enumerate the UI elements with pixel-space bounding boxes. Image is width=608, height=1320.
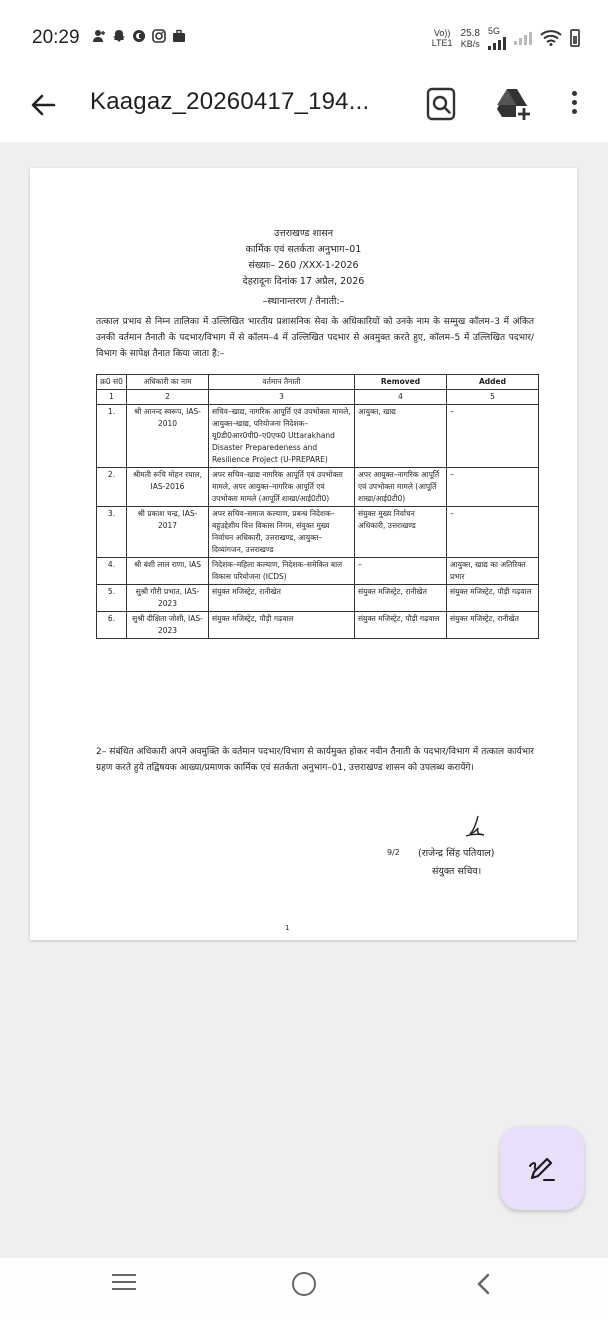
cell-added: आयुक्त, खाद्य का अतिरिक्त प्रभार [447, 558, 539, 585]
column-number: 2 [127, 390, 209, 405]
cell-sno: 4. [97, 558, 127, 585]
column-number: 5 [447, 390, 539, 405]
wifi-icon [540, 30, 562, 46]
cell-sno: 2. [97, 468, 127, 507]
table-row [97, 507, 539, 558]
header-cell: वर्तमान तैनाती [209, 375, 355, 390]
column-number: 1 [97, 390, 127, 405]
cell-sno: 5. [97, 585, 127, 612]
recent-apps-icon[interactable] [112, 1274, 136, 1294]
cell-current: सचिव–खाद्य, नागरिक आपूर्ति एवं उपभोक्ता मामले, आयुक्त–खाद्य, परियोजना निदेशक–यू0डी0आर0पी0–ए0एफ0 Uttarakhand Disaster Preparedeness and Resilience Project (U-PREPARE) [209, 405, 355, 468]
table-row [97, 405, 539, 468]
cell-removed: संयुक्त मजिस्ट्रेट, पौड़ी गढ़वाल [355, 612, 447, 639]
snapchat-icon [112, 29, 126, 43]
system-nav-bar [0, 1258, 608, 1320]
cell-removed: – [355, 558, 447, 585]
cell-name: श्री आनन्द स्वरूप, IAS-2010 [127, 405, 209, 468]
battery-icon [570, 29, 580, 47]
column-number-row [97, 390, 539, 405]
cell-current: संयुक्त मजिस्ट्रेट, पौड़ी गढ़वाल [209, 612, 355, 639]
table-header-row [97, 375, 539, 390]
table-row [97, 612, 539, 639]
cell-name: श्रीमती रूचि मोहन रयाल, IAS-2016 [127, 468, 209, 507]
cell-removed: अपर आयुक्त–नागरिक आपूर्ति एवं उपभोक्ता मामले (आपूर्ति शाखा/आई0टी0) [355, 468, 447, 507]
transfer-table [96, 374, 539, 639]
instagram-icon [152, 29, 166, 43]
doc-header-line1: उत्तराखण्ड शासन [273, 228, 334, 239]
cell-current: अपर सचिव–खाद्य नागरिक आपूर्ति एवं उपभोक्ता मामले, अपर आयुक्त–नागरिक आपूर्ति एवं उपभोक्ता मामले (आपूर्ति शाखा/आई0टी0) [209, 468, 355, 507]
cell-added: संयुक्त मजिस्ट्रेट, पौड़ी गढ़वाल [447, 585, 539, 612]
document-title: Kaagaz_20260417_194... [90, 88, 370, 115]
cell-removed: संयुक्त मुख्य निर्वाचन अधिकारी, उत्तराखण्ड [355, 507, 447, 558]
document-page [30, 168, 577, 940]
column-number: 3 [209, 390, 355, 405]
cell-current: अपर सचिव–समाज कल्याण, प्रबन्ध निदेशक– बहुउद्देशीय वित्त विकास निगम, संयुक्त मुख्य निर्वाचन अधिकारी, उत्तराखण्ड, आयुक्त–दिव्यांगजन, उत्तराखण्ड [209, 507, 355, 558]
doc-header-line5: –स्थानान्तरण / तैनाती:– [262, 296, 345, 307]
doc-paragraph-2: 2– संबंधित अधिकारी अपने अवमुक्ति के वर्तमान पदभार/विभाग से कार्यमुक्त होकर नवीन तैनाती के पदभार/विभाग में तत्काल कार्यभार ग्रहण करते हुये तद्विषयक आख्या/प्रमाणक कार्मिक एवं सतर्कता अनुभाग–01, उत्तराखण्ड शासन को उपलब्ध करायेंगे। [96, 747, 534, 773]
cell-current: संयुक्त मजिस्ट्रेट, रानीखेत [209, 585, 355, 612]
notification-icons [92, 29, 186, 43]
more-vert-icon[interactable] [566, 88, 582, 120]
doc-paragraph-1: तत्काल प्रभाव से निम्न तालिका में उल्लिखित भारतीय प्रशासनिक सेवा के अधिकारियों को उनके नाम के सम्मुख कॉलम–3 में अंकित उनकी वर्तमान तैनाती के पदभार/विभाग में से कॉलम–4 में उल्लिखित पदभार से अवमुक्त करते हुए, कॉलम–5 में उल्लिखित पदभार/विभाग के सापेक्ष तैनात किया जाता है:– [96, 317, 534, 359]
sync-icon [132, 29, 146, 43]
back-nav-icon[interactable] [474, 1272, 494, 1296]
app-bar [0, 78, 608, 142]
document-viewer[interactable] [0, 142, 608, 1258]
signature-date: 9/2 [387, 848, 400, 857]
header-cell: क्र0 सं0 [97, 375, 127, 390]
drive-add-icon[interactable] [494, 86, 532, 122]
cell-added: संयुक्त मजिस्ट्रेट, रानीखेत [447, 612, 539, 639]
cell-sno: 3. [97, 507, 127, 558]
edit-pen-icon [526, 1152, 558, 1184]
doc-header-line4: देहरादूनः दिनांक 17 अप्रैल, 2026 [242, 276, 365, 287]
status-time: 20:29 [32, 27, 80, 48]
status-right [432, 26, 580, 50]
cell-name: सुश्री दीक्षिता जोशी, IAS-2023 [127, 612, 209, 639]
page-number: 1 [285, 924, 290, 932]
cell-current: निदेशक–महिला कल्याण, निदेशक–समेकित बाल विकास परियोजना (ICDS) [209, 558, 355, 585]
status-bar [0, 0, 608, 78]
signature-mark [460, 814, 490, 844]
briefcase-icon [172, 29, 186, 43]
header-cell: Added [447, 375, 539, 390]
person-add-icon [92, 29, 106, 43]
home-icon[interactable] [292, 1272, 316, 1296]
signatory-designation: संयुक्त सचिव। [432, 866, 482, 877]
header-cell: अधिकारी का नाम [127, 375, 209, 390]
doc-header-line3: संख्याः– 260 /XXX-1-2026 [248, 260, 359, 271]
signal-strength-2-icon [514, 31, 532, 45]
cell-sno: 6. [97, 612, 127, 639]
signal-strength-icon: 5G [488, 26, 506, 50]
column-number: 4 [355, 390, 447, 405]
back-arrow-icon[interactable] [26, 88, 60, 122]
document-search-icon[interactable] [424, 86, 458, 122]
cell-name: सुश्री गौरी प्रभात, IAS-2023 [127, 585, 209, 612]
cell-added: – [447, 507, 539, 558]
cell-removed: आयुक्त, खाद्य [355, 405, 447, 468]
signatory-name: (राजेन्द्र सिंह पतियाल) [418, 848, 495, 859]
cell-added: – [447, 468, 539, 507]
cell-added: – [447, 405, 539, 468]
cell-sno: 1. [97, 405, 127, 468]
table-row [97, 585, 539, 612]
cell-removed: संयुक्त मजिस्ट्रेट, रानीखेत [355, 585, 447, 612]
doc-header-line2: कार्मिक एवं सतर्कता अनुभाग–01 [245, 244, 362, 255]
header-cell: Removed [355, 375, 447, 390]
table-row [97, 468, 539, 507]
network-type: Vo)) LTE1 [431, 28, 453, 48]
network-speed: 25.8 KB/s [460, 27, 480, 49]
cell-name: श्री बंशी लाल राणा, IAS [127, 558, 209, 585]
cell-name: श्री प्रकाश चन्द्र, IAS-2017 [127, 507, 209, 558]
edit-fab-button[interactable] [500, 1126, 584, 1210]
table-row [97, 558, 539, 585]
